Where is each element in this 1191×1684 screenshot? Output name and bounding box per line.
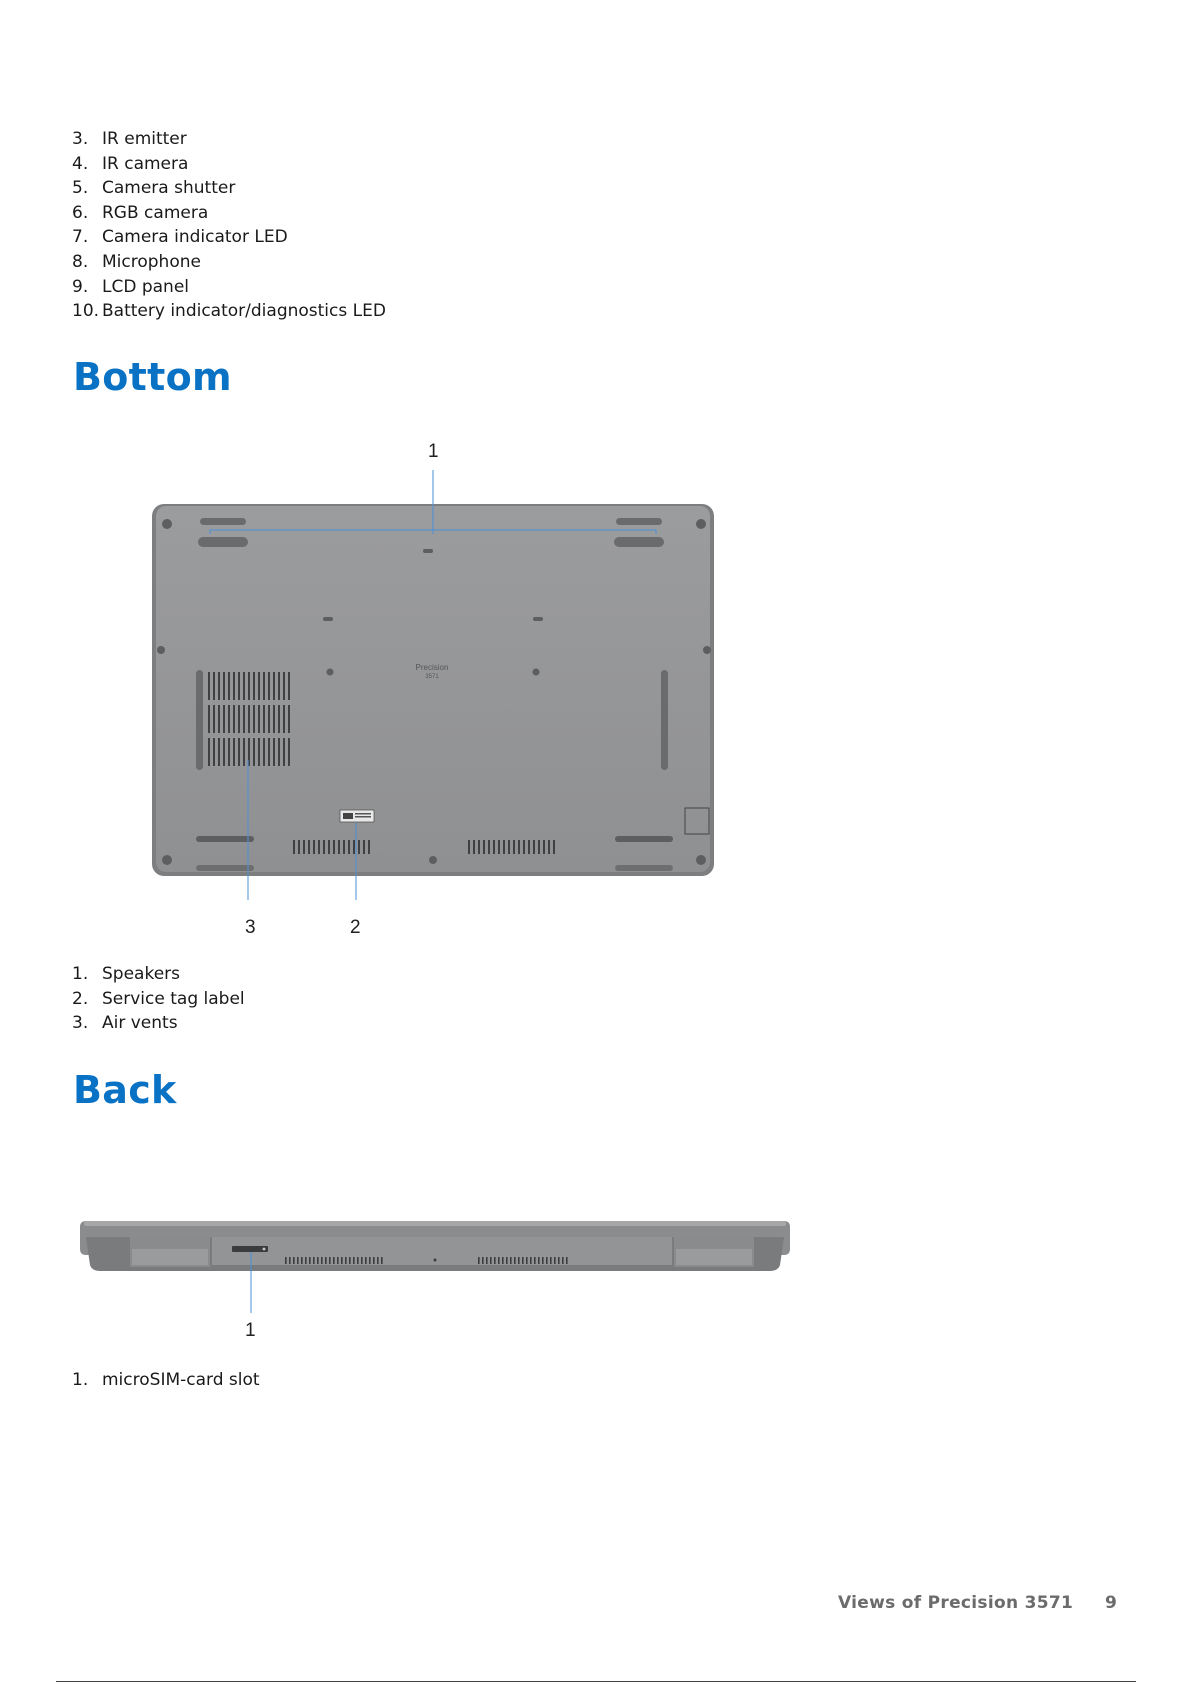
footer-section-title: Views of Precision 3571 [838,1593,1074,1613]
footer-page-number: 9 [1105,1593,1117,1613]
list-text: Air vents [102,1013,178,1034]
list-text: Speakers [102,964,181,984]
list-text: LCD panel [102,276,190,297]
list-text: Camera indicator LED [102,227,288,248]
list-number: 3. [72,1013,89,1034]
list-number: 2. [72,988,89,1009]
bottom-callout-2: 2 [350,917,361,938]
list-text: microSIM-card slot [102,1370,260,1390]
list-number: 4. [72,153,89,174]
laptop-back-illustration [80,1215,790,1315]
footer-divider [56,1681,1136,1682]
list-number: 7. [72,227,89,248]
bottom-callout-3: 3 [245,917,256,938]
list-number: 9. [72,276,89,297]
device-brand-text: Precision [415,663,449,672]
list-number: 3. [72,129,89,149]
list-text: Battery indicator/diagnostics LED [102,301,386,322]
bottom-callout-1: 1 [428,441,439,462]
list-text: Camera shutter [102,178,236,199]
list-number: 6. [72,202,89,223]
back-heading: Back [73,1068,177,1112]
list-text: IR emitter [102,129,187,149]
list-number: 5. [72,178,89,199]
list-text: IR camera [102,153,189,174]
list-number: 1. [72,964,89,984]
list-number: 8. [72,251,89,272]
bottom-heading: Bottom [73,355,232,399]
list-text: Service tag label [102,988,245,1009]
list-number: 1. [72,1370,89,1390]
device-model-text: 3571 [425,674,439,680]
back-callout-1: 1 [245,1320,256,1341]
list-text: Microphone [102,251,201,272]
list-number: 10. [72,301,100,322]
laptop-bottom-illustration [140,440,720,910]
list-text: RGB camera [102,202,209,223]
